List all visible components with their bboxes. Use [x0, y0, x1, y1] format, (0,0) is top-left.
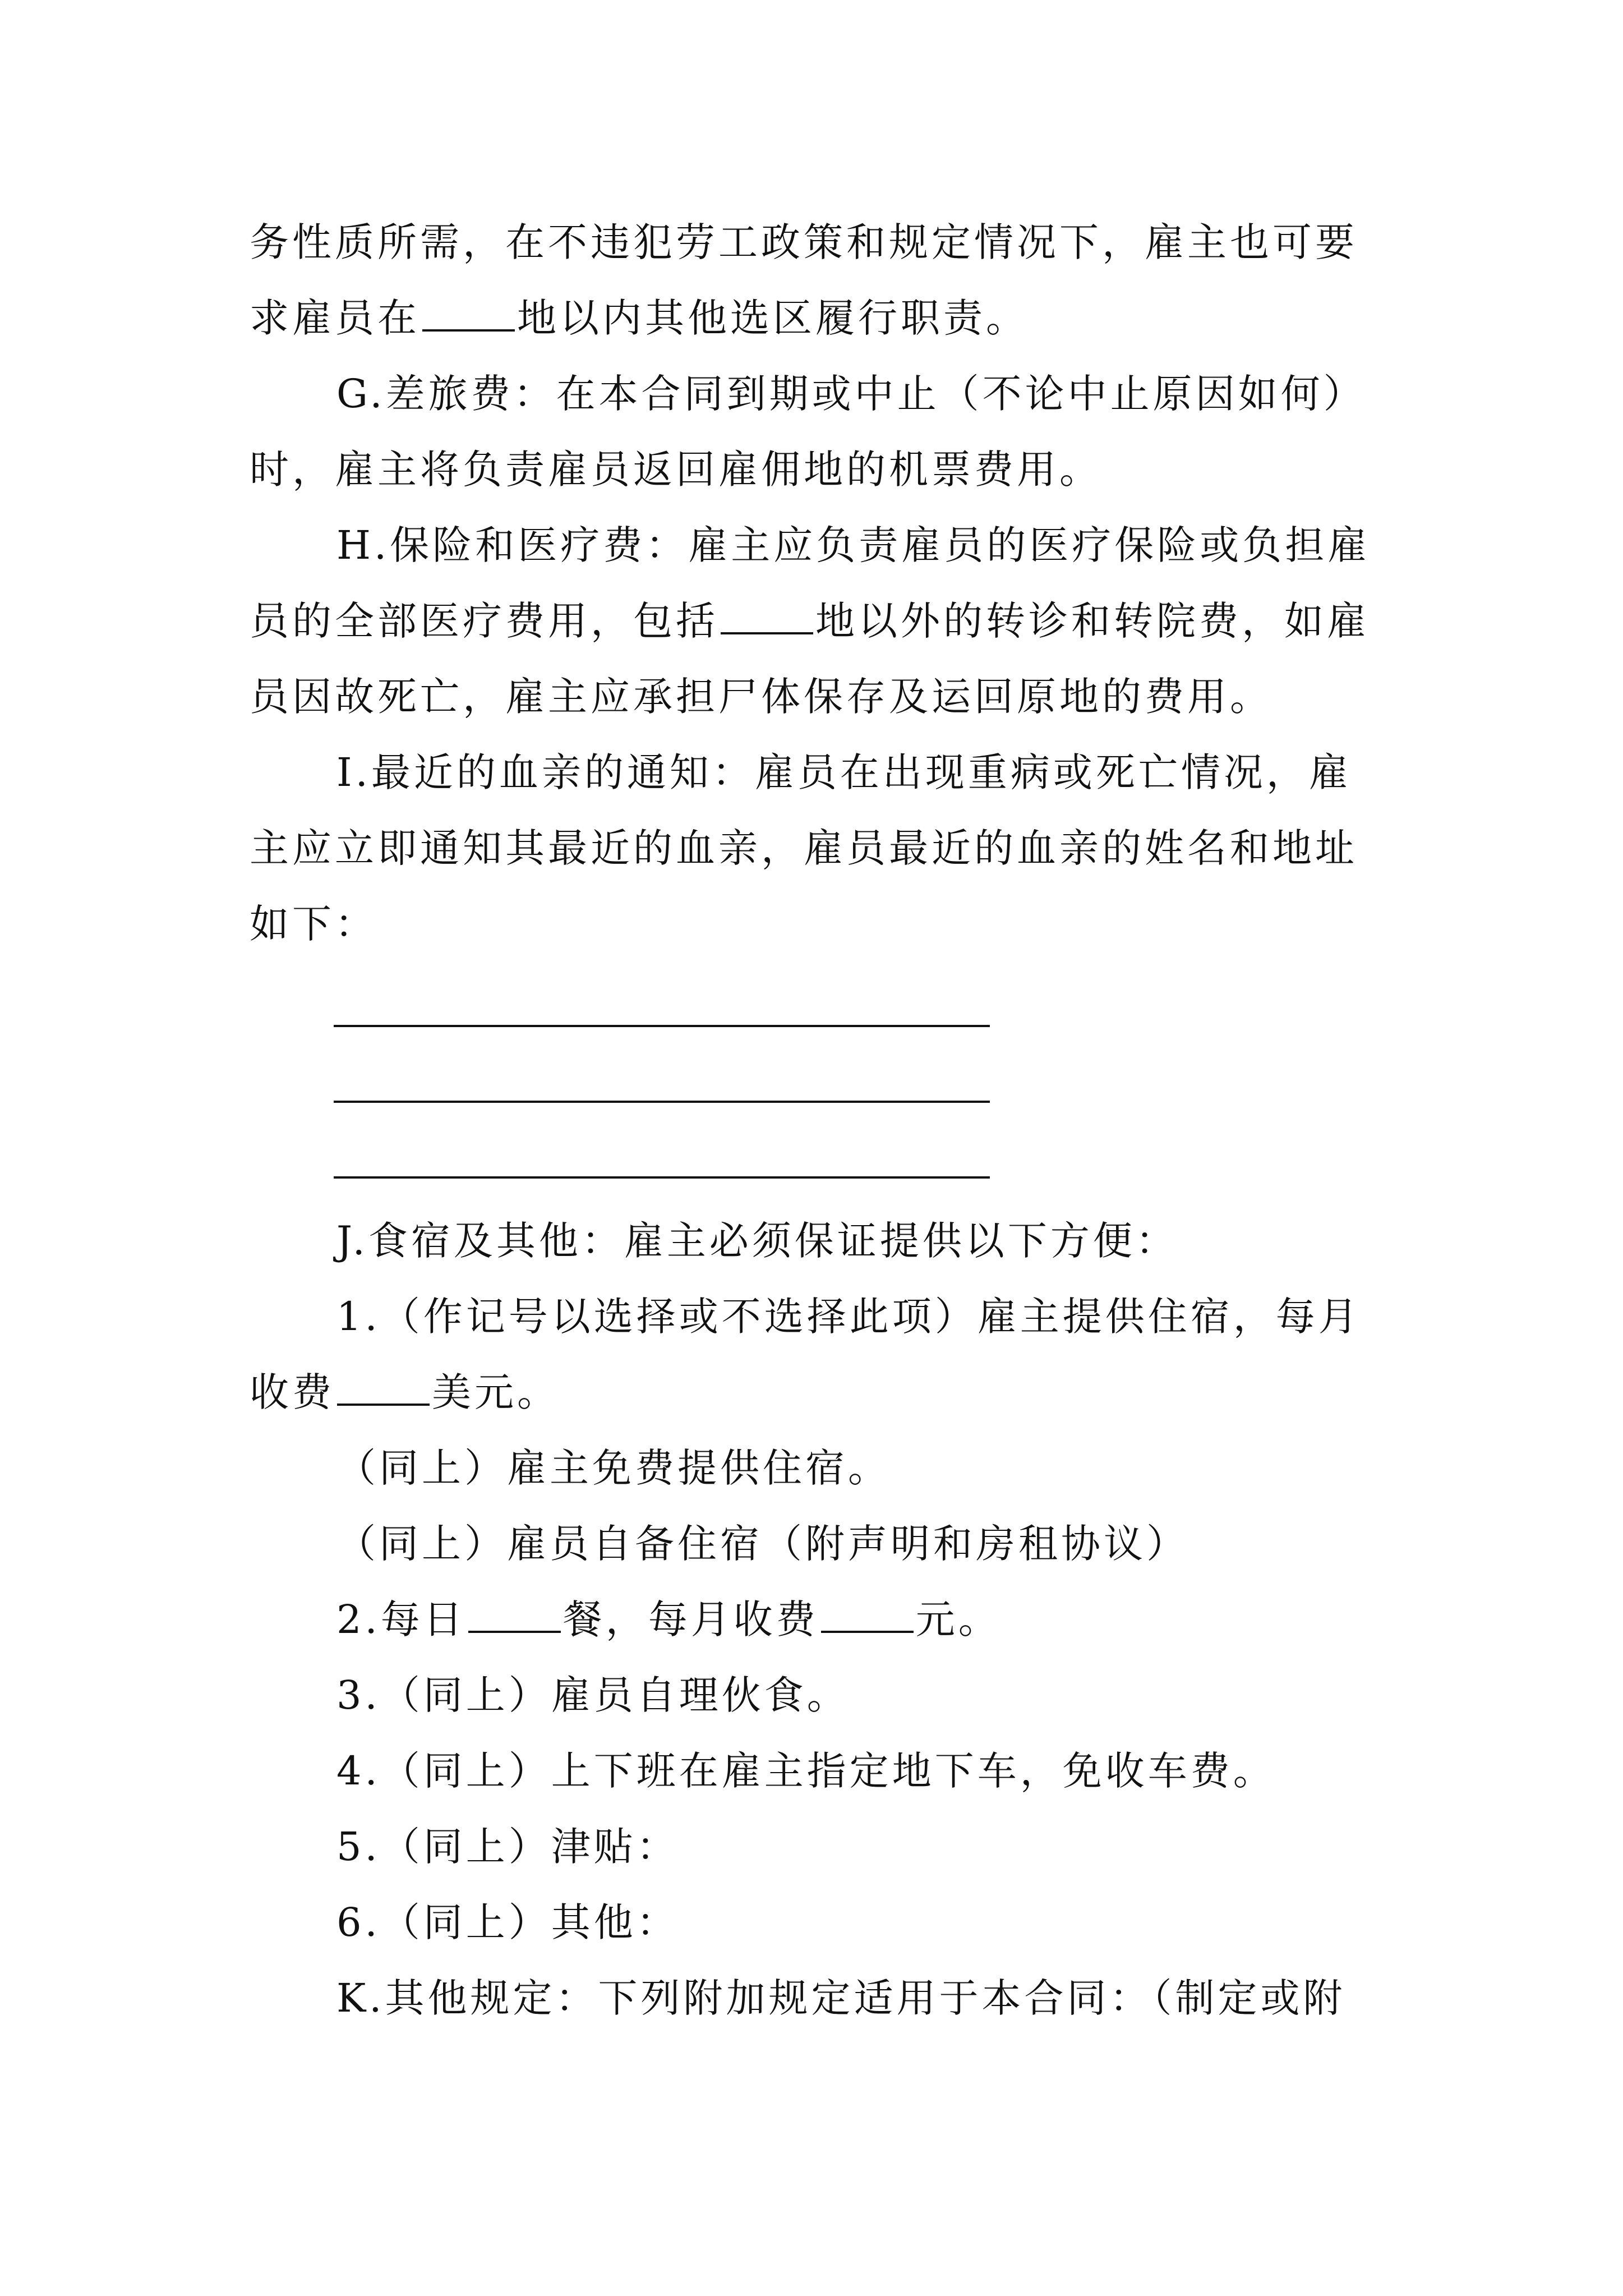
paragraph-line: 员因故死亡，雇主应承担尸体保存及运回原地的费用。 [250, 674, 1272, 720]
relative-info-line-2[interactable] [334, 1101, 990, 1103]
list-item: 4.（同上）上下班在雇主指定地下车，免收车费。 [336, 1748, 1276, 1794]
clause-j-heading: J.食宿及其他：雇主必须保证提供以下方便： [336, 1218, 1178, 1264]
list-item: （同上）雇员自备住宿（附声明和房租协议） [336, 1521, 1189, 1567]
fill-in-blank[interactable] [821, 1598, 914, 1633]
list-item: 1.（作记号以选择或不选择此项）雇主提供住宿，每月 [336, 1294, 1361, 1340]
paragraph-line: 如下： [250, 901, 377, 947]
clause-k-heading: K.其他规定：下列附加规定适用于本合同：（制定或附 [336, 1975, 1346, 2021]
paragraph-line: 收费 美元。 [250, 1369, 560, 1415]
paragraph-line: 求雇员在 地以内其他选区履行职责。 [250, 295, 1029, 341]
list-item: 6.（同上）其他： [336, 1899, 679, 1945]
fill-in-blank[interactable] [337, 1371, 430, 1406]
paragraph-line: 务性质所需，在不违犯劳工政策和规定情况下，雇主也可要 [250, 219, 1358, 265]
fill-in-blank[interactable] [721, 600, 813, 634]
relative-info-line-3[interactable] [334, 1176, 990, 1179]
clause-i-heading: I.最近的血亲的通知：雇员在出现重病或死亡情况，雇 [336, 749, 1352, 795]
fill-in-blank[interactable] [422, 297, 515, 332]
list-item: 3.（同上）雇员自理伙食。 [336, 1672, 850, 1718]
paragraph-line: 员的全部医疗费用，包括 地以外的转诊和转院费，如雇 [250, 598, 1370, 644]
relative-info-line-1[interactable] [334, 1025, 990, 1027]
paragraph-line: 时，雇主将负责雇员返回雇佣地的机票费用。 [250, 447, 1102, 493]
list-item: 2.每日 餐，每月收费 元。 [336, 1596, 1001, 1642]
clause-h-heading: H.保险和医疗费：雇主应负责雇员的医疗保险或负担雇 [336, 522, 1371, 568]
clause-g-heading: G.差旅费：在本合同到期或中止（不论中止原因如何） [336, 371, 1366, 417]
paragraph-line: 主应立即通知其最近的血亲，雇员最近的血亲的姓名和地址 [250, 825, 1358, 871]
list-item: 5.（同上）津贴： [336, 1824, 679, 1870]
fill-in-blank[interactable] [468, 1598, 561, 1633]
list-item: （同上）雇主免费提供住宿。 [336, 1445, 891, 1491]
